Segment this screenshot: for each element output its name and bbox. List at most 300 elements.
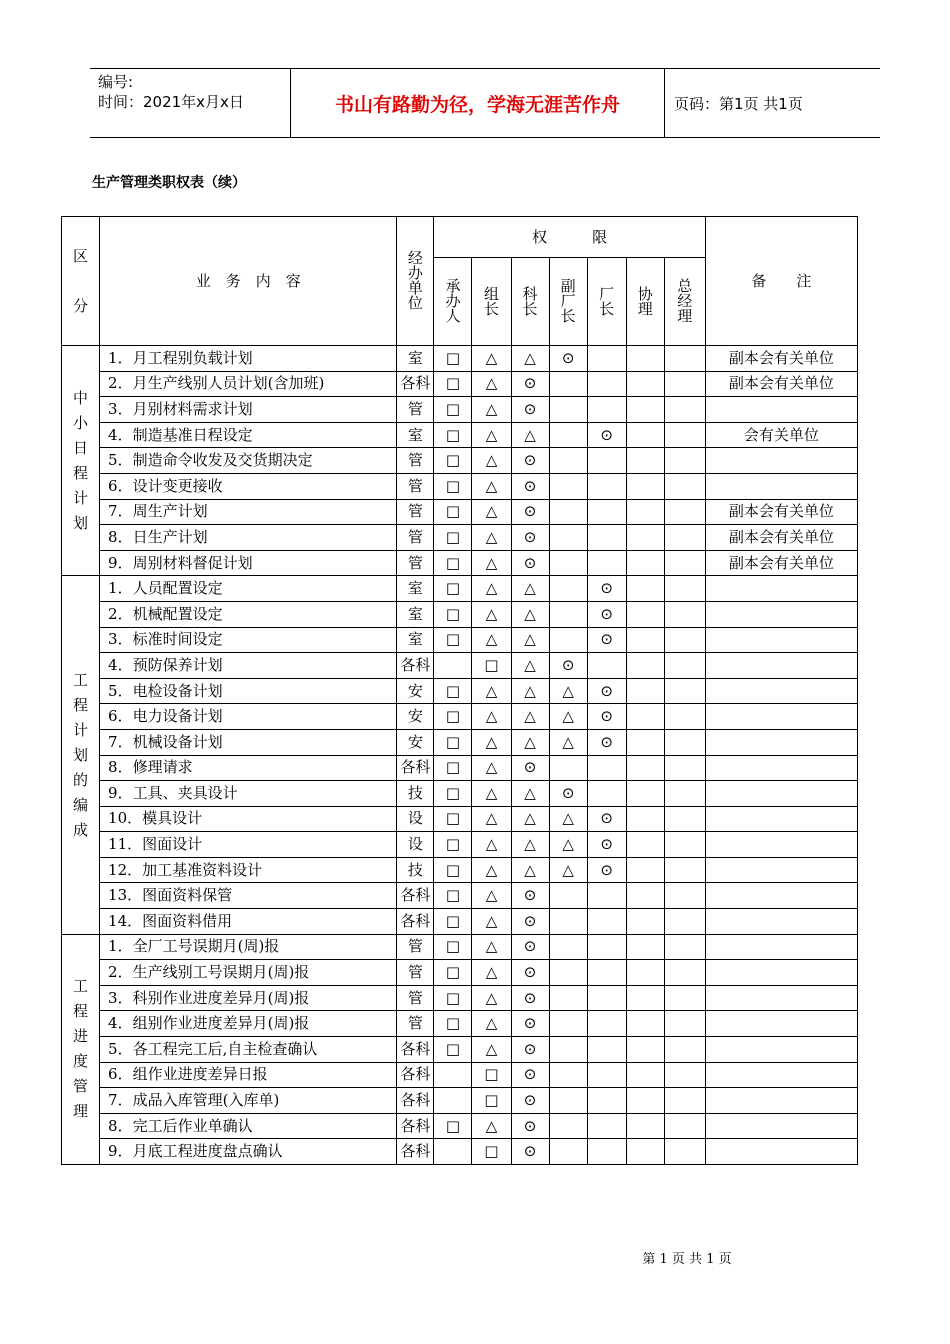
- remark-cell: [705, 729, 857, 755]
- authority-mark-cell: △: [511, 627, 549, 653]
- role-header-char: 厂: [560, 292, 576, 311]
- remark-cell: [705, 832, 857, 858]
- authority-mark-cell: ⊙: [511, 1139, 549, 1165]
- authority-mark-cell: ⊙: [549, 781, 587, 807]
- authority-mark-cell: [626, 422, 664, 448]
- authority-table: [61, 216, 858, 1165]
- authority-mark-cell: ⊙: [511, 985, 549, 1011]
- authority-mark-cell: [587, 550, 626, 576]
- item-cell: 3．科别作业进度差异月(周)报: [100, 985, 397, 1011]
- authority-mark-cell: ⊙: [587, 832, 626, 858]
- remark-cell: 副本会有关单位: [705, 499, 857, 525]
- authority-mark-cell: [549, 1088, 587, 1114]
- item-cell: 1．人员配置设定: [100, 576, 397, 602]
- authority-mark-cell: □: [434, 627, 472, 653]
- authority-mark-cell: [664, 653, 705, 679]
- authority-mark-cell: ⊙: [587, 627, 626, 653]
- dept-header-char: 位: [407, 294, 423, 312]
- authority-mark-cell: [626, 1088, 664, 1114]
- authority-mark-cell: □: [434, 576, 472, 602]
- authority-mark-cell: △: [511, 729, 549, 755]
- role-header-char: 理: [637, 299, 653, 318]
- authority-mark-cell: ⊙: [587, 704, 626, 730]
- item-cell: 12．加工基准资料设计: [100, 857, 397, 883]
- authority-mark-cell: [626, 1011, 664, 1037]
- table-row: [62, 857, 858, 883]
- authority-mark-cell: [587, 909, 626, 935]
- item-cell: 7．成品入库管理(入库单): [100, 1088, 397, 1114]
- authority-mark-cell: [664, 473, 705, 499]
- role-header-char: 办: [445, 292, 461, 311]
- authority-mark-cell: ⊙: [549, 653, 587, 679]
- remark-cell: [705, 1011, 857, 1037]
- authority-mark-cell: ⊙: [587, 857, 626, 883]
- authority-mark-cell: ⊙: [511, 473, 549, 499]
- remark-cell: [705, 1113, 857, 1139]
- authority-mark-cell: [626, 857, 664, 883]
- authority-mark-cell: [626, 473, 664, 499]
- area-cell-char: 计: [73, 488, 89, 507]
- authority-mark-cell: △: [472, 1011, 511, 1037]
- authority-mark-cell: [664, 346, 705, 372]
- authority-mark-cell: ⊙: [549, 346, 587, 372]
- authority-mark-cell: [664, 755, 705, 781]
- role-header-char: 长: [599, 299, 615, 318]
- table-row: [62, 909, 858, 935]
- dept-cell: 各科: [397, 755, 434, 781]
- dept-cell: 技: [397, 781, 434, 807]
- authority-mark-cell: [626, 576, 664, 602]
- authority-mark-cell: [626, 909, 664, 935]
- area-header-char: 分: [73, 297, 89, 315]
- authority-mark-cell: △: [511, 704, 549, 730]
- authority-mark-cell: △: [511, 781, 549, 807]
- remark-cell: [705, 576, 857, 602]
- authority-mark-cell: □: [472, 1088, 511, 1114]
- role-header-char: 总: [677, 277, 693, 296]
- table-row: [62, 832, 858, 858]
- role-header-char: 长: [484, 299, 500, 318]
- authority-mark-cell: [626, 985, 664, 1011]
- authority-mark-cell: △: [472, 397, 511, 423]
- authority-mark-cell: ⊙: [511, 550, 549, 576]
- remark-cell: [705, 985, 857, 1011]
- table-row: [62, 985, 858, 1011]
- authority-mark-cell: ⊙: [587, 678, 626, 704]
- authority-mark-cell: ⊙: [511, 525, 549, 551]
- authority-mark-cell: [587, 883, 626, 909]
- authority-mark-cell: ⊙: [511, 909, 549, 935]
- role-header: [626, 258, 664, 346]
- table-row: [62, 704, 858, 730]
- dept-cell: 各科: [397, 883, 434, 909]
- authority-mark-cell: ⊙: [511, 1113, 549, 1139]
- authority-mark-cell: △: [472, 832, 511, 858]
- authority-mark-cell: [626, 960, 664, 986]
- authority-mark-cell: □: [434, 601, 472, 627]
- authority-mark-cell: △: [549, 729, 587, 755]
- remark-cell: 副本会有关单位: [705, 371, 857, 397]
- area-cell-char: 划: [73, 745, 89, 764]
- authority-mark-cell: [587, 985, 626, 1011]
- item-cell: 2．生产线别工号误期月(周)报: [100, 960, 397, 986]
- table-row: [62, 1062, 858, 1088]
- authority-mark-cell: △: [472, 934, 511, 960]
- authority-mark-cell: ⊙: [511, 448, 549, 474]
- dept-cell: 管: [397, 1011, 434, 1037]
- authority-mark-cell: △: [549, 678, 587, 704]
- dept-cell: 室: [397, 422, 434, 448]
- authority-mark-cell: [587, 346, 626, 372]
- authority-mark-cell: △: [511, 678, 549, 704]
- authority-mark-cell: [549, 909, 587, 935]
- authority-mark-cell: □: [434, 1113, 472, 1139]
- area-cell-char: 进: [73, 1027, 89, 1046]
- authority-mark-cell: [626, 934, 664, 960]
- authority-mark-cell: [664, 704, 705, 730]
- role-header: [587, 258, 626, 346]
- authority-mark-cell: □: [434, 832, 472, 858]
- authority-mark-cell: △: [472, 422, 511, 448]
- authority-mark-cell: [549, 1037, 587, 1063]
- remark-cell: [705, 909, 857, 935]
- role-header: [434, 258, 472, 346]
- authority-mark-cell: △: [472, 346, 511, 372]
- authority-mark-cell: [549, 448, 587, 474]
- authority-mark-cell: ⊙: [587, 601, 626, 627]
- dept-cell: 设: [397, 832, 434, 858]
- authority-mark-cell: [626, 781, 664, 807]
- authority-mark-cell: □: [434, 346, 472, 372]
- authority-mark-cell: [434, 1139, 472, 1165]
- authority-mark-cell: [587, 1139, 626, 1165]
- authority-mark-cell: ⊙: [511, 1088, 549, 1114]
- remark-cell: [705, 448, 857, 474]
- authority-mark-cell: [626, 729, 664, 755]
- area-cell-char: 中: [73, 388, 89, 407]
- authority-mark-cell: [626, 525, 664, 551]
- authority-mark-cell: □: [434, 781, 472, 807]
- authority-mark-cell: [664, 832, 705, 858]
- authority-mark-cell: △: [472, 448, 511, 474]
- dept-cell: 各科: [397, 371, 434, 397]
- table-row: [62, 806, 858, 832]
- authority-mark-cell: [664, 1062, 705, 1088]
- area-header-char: 区: [73, 247, 89, 265]
- authority-mark-cell: [626, 832, 664, 858]
- table-row: [62, 1088, 858, 1114]
- authority-mark-cell: [626, 1062, 664, 1088]
- role-header: [511, 258, 549, 346]
- authority-mark-cell: [626, 1139, 664, 1165]
- area-header: [62, 217, 100, 346]
- authority-mark-cell: [587, 525, 626, 551]
- header-row-1: [62, 217, 858, 258]
- authority-mark-cell: [664, 397, 705, 423]
- header-motto: 书山有路勤为径，学海无涯苦作舟: [334, 93, 620, 116]
- item-cell: 5．电检设备计划: [100, 678, 397, 704]
- authority-mark-cell: [626, 499, 664, 525]
- item-cell: 2．月生产线别人员计划(含加班): [100, 371, 397, 397]
- authority-mark-cell: [587, 1113, 626, 1139]
- dept-cell: 管: [397, 448, 434, 474]
- role-header-char: 承: [445, 277, 461, 296]
- area-cell-char: 小: [73, 413, 89, 432]
- authority-mark-cell: [549, 1139, 587, 1165]
- remark-cell: [705, 1088, 857, 1114]
- authority-mark-cell: ⊙: [511, 883, 549, 909]
- authority-mark-cell: [626, 346, 664, 372]
- authority-mark-cell: □: [434, 499, 472, 525]
- authority-mark-cell: △: [472, 806, 511, 832]
- remark-cell: [705, 806, 857, 832]
- authority-mark-cell: △: [472, 627, 511, 653]
- remark-cell: [705, 653, 857, 679]
- item-cell: 9．工具、夹具设计: [100, 781, 397, 807]
- authority-mark-cell: [664, 576, 705, 602]
- authority-mark-cell: □: [434, 934, 472, 960]
- header-motto-cell: [290, 69, 665, 137]
- dept-cell: 各科: [397, 1139, 434, 1165]
- table-row: [62, 883, 858, 909]
- item-cell: 1．月工程别负载计划: [100, 346, 397, 372]
- table-row: [62, 397, 858, 423]
- item-cell: 3．标准时间设定: [100, 627, 397, 653]
- authority-mark-cell: [664, 960, 705, 986]
- item-cell: 14．图面资料借用: [100, 909, 397, 935]
- authority-mark-cell: □: [434, 960, 472, 986]
- authority-mark-cell: [626, 601, 664, 627]
- authority-mark-cell: □: [472, 1062, 511, 1088]
- remark-cell: [705, 397, 857, 423]
- authority-mark-cell: [434, 653, 472, 679]
- area-cell-char: 度: [73, 1052, 89, 1071]
- item-cell: 4．制造基准日程设定: [100, 422, 397, 448]
- role-header: [664, 258, 705, 346]
- authority-mark-cell: [549, 1062, 587, 1088]
- item-cell: 8．完工后作业单确认: [100, 1113, 397, 1139]
- authority-mark-cell: ⊙: [587, 576, 626, 602]
- authority-mark-cell: [664, 729, 705, 755]
- authority-mark-cell: [587, 448, 626, 474]
- authority-mark-cell: [626, 678, 664, 704]
- authority-mark-cell: [626, 448, 664, 474]
- authority-mark-cell: [587, 781, 626, 807]
- item-cell: 11．图面设计: [100, 832, 397, 858]
- area-cell-char: 程: [73, 1002, 89, 1021]
- authority-mark-cell: [664, 525, 705, 551]
- authority-mark-cell: [664, 678, 705, 704]
- role-header-char: 长: [522, 299, 538, 318]
- item-cell: 3．月别材料需求计划: [100, 397, 397, 423]
- role-header-char: 长: [560, 307, 576, 326]
- area-cell: [62, 934, 100, 1164]
- table-row: [62, 678, 858, 704]
- footer-page-number: 第 1 页 共 1 页: [642, 1252, 732, 1267]
- authority-mark-cell: △: [472, 857, 511, 883]
- table-row: [62, 499, 858, 525]
- table-row: [62, 371, 858, 397]
- remark-cell: [705, 1062, 857, 1088]
- authority-mark-cell: △: [472, 909, 511, 935]
- authority-mark-cell: [626, 627, 664, 653]
- authority-mark-cell: [664, 448, 705, 474]
- item-cell: 8．日生产计划: [100, 525, 397, 551]
- authority-mark-cell: [549, 371, 587, 397]
- table-row: [62, 627, 858, 653]
- table-row: [62, 960, 858, 986]
- area-cell-char: 成: [73, 820, 89, 839]
- authority-mark-cell: △: [472, 781, 511, 807]
- authority-mark-cell: □: [434, 755, 472, 781]
- authority-mark-cell: △: [472, 601, 511, 627]
- authority-mark-cell: □: [434, 550, 472, 576]
- authority-mark-cell: △: [549, 806, 587, 832]
- dept-cell: 室: [397, 601, 434, 627]
- dept-cell: 技: [397, 857, 434, 883]
- authority-mark-cell: [549, 550, 587, 576]
- remark-cell: [705, 1037, 857, 1063]
- authority-mark-cell: [549, 1011, 587, 1037]
- item-cell: 8．修理请求: [100, 755, 397, 781]
- item-cell: 5．各工程完工后,自主检查确认: [100, 1037, 397, 1063]
- table-row: [62, 601, 858, 627]
- authority-mark-cell: [587, 934, 626, 960]
- role-header-char: 副: [560, 277, 576, 296]
- table-row: [62, 755, 858, 781]
- dept-cell: 管: [397, 397, 434, 423]
- area-cell-char: 工: [73, 670, 89, 689]
- dept-cell: 安: [397, 678, 434, 704]
- role-header-char: 经: [677, 292, 693, 311]
- authority-mark-cell: [549, 985, 587, 1011]
- authority-mark-cell: ⊙: [511, 960, 549, 986]
- authority-mark-cell: [664, 806, 705, 832]
- authority-mark-cell: [626, 1037, 664, 1063]
- dept-header-char: 经: [407, 249, 423, 267]
- authority-mark-cell: [664, 1139, 705, 1165]
- remark-cell: [705, 678, 857, 704]
- dept-cell: 室: [397, 627, 434, 653]
- authority-mark-cell: [664, 627, 705, 653]
- authority-mark-cell: △: [511, 653, 549, 679]
- authority-mark-cell: □: [434, 448, 472, 474]
- area-cell-char: 划: [73, 513, 89, 532]
- authority-mark-cell: [587, 473, 626, 499]
- authority-mark-cell: [587, 371, 626, 397]
- authority-mark-cell: △: [511, 857, 549, 883]
- authority-mark-cell: [587, 960, 626, 986]
- page-header: [90, 68, 880, 138]
- dept-cell: 安: [397, 704, 434, 730]
- authority-mark-cell: □: [434, 857, 472, 883]
- authority-mark-cell: [549, 755, 587, 781]
- authority-mark-cell: [626, 550, 664, 576]
- authority-mark-cell: [664, 883, 705, 909]
- dept-cell: 管: [397, 934, 434, 960]
- authority-mark-cell: △: [472, 704, 511, 730]
- authority-mark-cell: [587, 1062, 626, 1088]
- authority-mark-cell: ⊙: [511, 1011, 549, 1037]
- authority-mark-cell: [664, 1037, 705, 1063]
- authority-mark-cell: △: [472, 883, 511, 909]
- header-page-info: 页码：第1页 共1页: [674, 94, 803, 113]
- authority-mark-cell: ⊙: [511, 397, 549, 423]
- authority-mark-cell: □: [434, 422, 472, 448]
- authority-mark-cell: ⊙: [511, 934, 549, 960]
- table-row: [62, 729, 858, 755]
- authority-mark-cell: [664, 601, 705, 627]
- authority-mark-cell: △: [511, 576, 549, 602]
- dept-cell: 各科: [397, 1037, 434, 1063]
- authority-mark-cell: □: [434, 371, 472, 397]
- authority-mark-cell: [549, 601, 587, 627]
- authority-mark-cell: [626, 1113, 664, 1139]
- authority-mark-cell: [664, 909, 705, 935]
- role-header-char: 协: [637, 284, 653, 303]
- authority-mark-cell: [549, 627, 587, 653]
- dept-cell: 各科: [397, 909, 434, 935]
- authority-mark-cell: [664, 1113, 705, 1139]
- authority-mark-cell: [587, 1088, 626, 1114]
- authority-mark-cell: [549, 960, 587, 986]
- remark-cell: [705, 857, 857, 883]
- remark-cell: [705, 755, 857, 781]
- authority-mark-cell: △: [511, 422, 549, 448]
- authority-mark-cell: [664, 934, 705, 960]
- header-page-cell: [664, 69, 880, 137]
- authority-mark-cell: [664, 1088, 705, 1114]
- area-cell: [62, 346, 100, 576]
- authority-mark-cell: [664, 857, 705, 883]
- table-row: [62, 1139, 858, 1165]
- item-cell: 9．月底工程进度盘点确认: [100, 1139, 397, 1165]
- table-row: [62, 525, 858, 551]
- dept-cell: 管: [397, 960, 434, 986]
- table-row: [62, 1113, 858, 1139]
- document-title: 生产管理类职权表（续）: [92, 175, 246, 191]
- area-cell-char: 程: [73, 463, 89, 482]
- authority-mark-cell: △: [472, 499, 511, 525]
- authority-mark-cell: □: [434, 704, 472, 730]
- dept-header-char: 办: [407, 264, 423, 282]
- item-cell: 7．周生产计划: [100, 499, 397, 525]
- role-header-char: 厂: [599, 284, 615, 303]
- authority-mark-cell: [549, 499, 587, 525]
- authority-mark-cell: [626, 755, 664, 781]
- table-row: [62, 576, 858, 602]
- table-row: [62, 653, 858, 679]
- authority-mark-cell: □: [472, 1139, 511, 1165]
- area-cell: [62, 576, 100, 934]
- authority-mark-cell: [664, 371, 705, 397]
- authority-mark-cell: □: [434, 883, 472, 909]
- table-row: [62, 346, 858, 372]
- authority-mark-cell: △: [511, 806, 549, 832]
- remark-cell: [705, 883, 857, 909]
- authority-mark-cell: ⊙: [511, 755, 549, 781]
- remark-cell: [705, 1139, 857, 1165]
- authority-mark-cell: [434, 1062, 472, 1088]
- remark-cell: [705, 627, 857, 653]
- area-cell-char: 日: [73, 438, 89, 457]
- role-header: [472, 258, 511, 346]
- time-label: 时间：2021年x月x日: [98, 93, 244, 111]
- authority-mark-cell: △: [472, 525, 511, 551]
- authority-mark-cell: ⊙: [511, 1037, 549, 1063]
- authority-mark-cell: ⊙: [587, 422, 626, 448]
- authority-mark-cell: △: [472, 576, 511, 602]
